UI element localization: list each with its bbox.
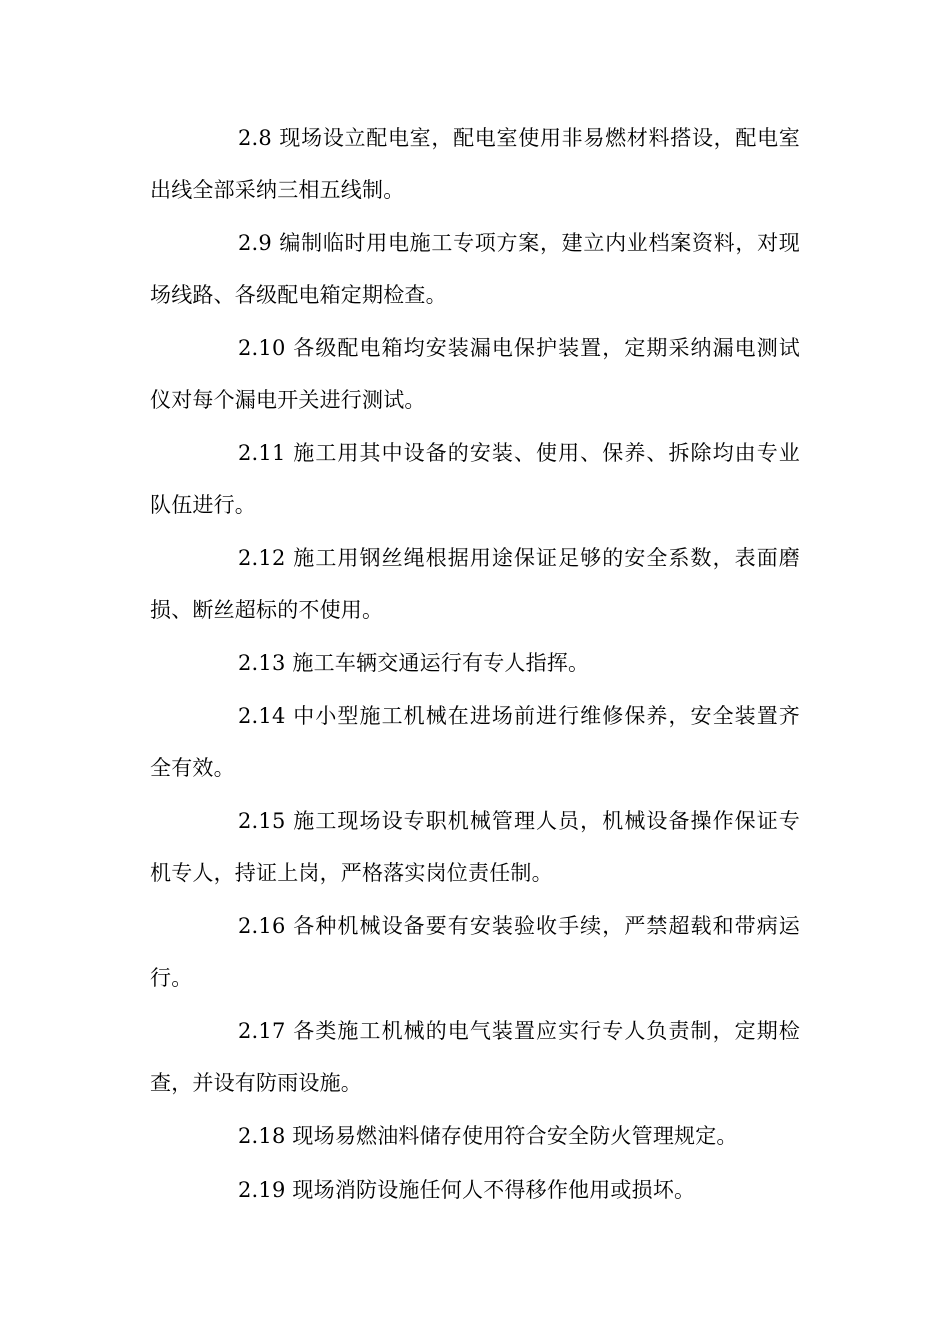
paragraph-2-14: 2.14 中小型施工机械在进场前进行维修保养，安全装置齐全有效。 xyxy=(150,704,800,780)
document-body xyxy=(150,113,800,1218)
paragraph-2-19: 2.19 现场消防设施任何人不得移作他用或损坏。 xyxy=(238,1177,696,1202)
paragraph-2-10: 2.10 各级配电箱均安装漏电保护装置，定期采纳漏电测试仪对每个漏电开关进行测试。 xyxy=(150,335,800,412)
paragraph-2-11: 2.11 施工用其中设备的安装、使用、保养、拆除均由专业队伍进行。 xyxy=(150,440,800,517)
paragraph-2-16: 2.16 各种机械设备要有安装验收手续，严禁超载和带病运行。 xyxy=(150,914,800,990)
paragraph-2-8: 2.8 现场设立配电室，配电室使用非易燃材料搭设，配电室出线全部采纳三相五线制。 xyxy=(150,126,800,202)
paragraph-2-9: 2.9 编制临时用电施工专项方案，建立内业档案资料，对现场线路、各级配电箱定期检查。 xyxy=(150,230,800,307)
paragraph-2-12: 2.12 施工用钢丝绳根据用途保证足够的安全系数，表面磨损、断丝超标的不使用。 xyxy=(150,545,800,622)
paragraph-2-15: 2.15 施工现场设专职机械管理人员，机械设备操作保证专机专人，持证上岗，严格落实岗位责任制。 xyxy=(150,809,800,885)
paragraph-2-18: 2.18 现场易燃油料储存使用符合安全防火管理规定。 xyxy=(238,1124,738,1149)
paragraph-2-13: 2.13 施工车辆交通运行有专人指挥。 xyxy=(238,650,590,675)
paragraph-2-17: 2.17 各类施工机械的电气装置应实行专人负责制，定期检查，并设有防雨设施。 xyxy=(150,1019,800,1095)
